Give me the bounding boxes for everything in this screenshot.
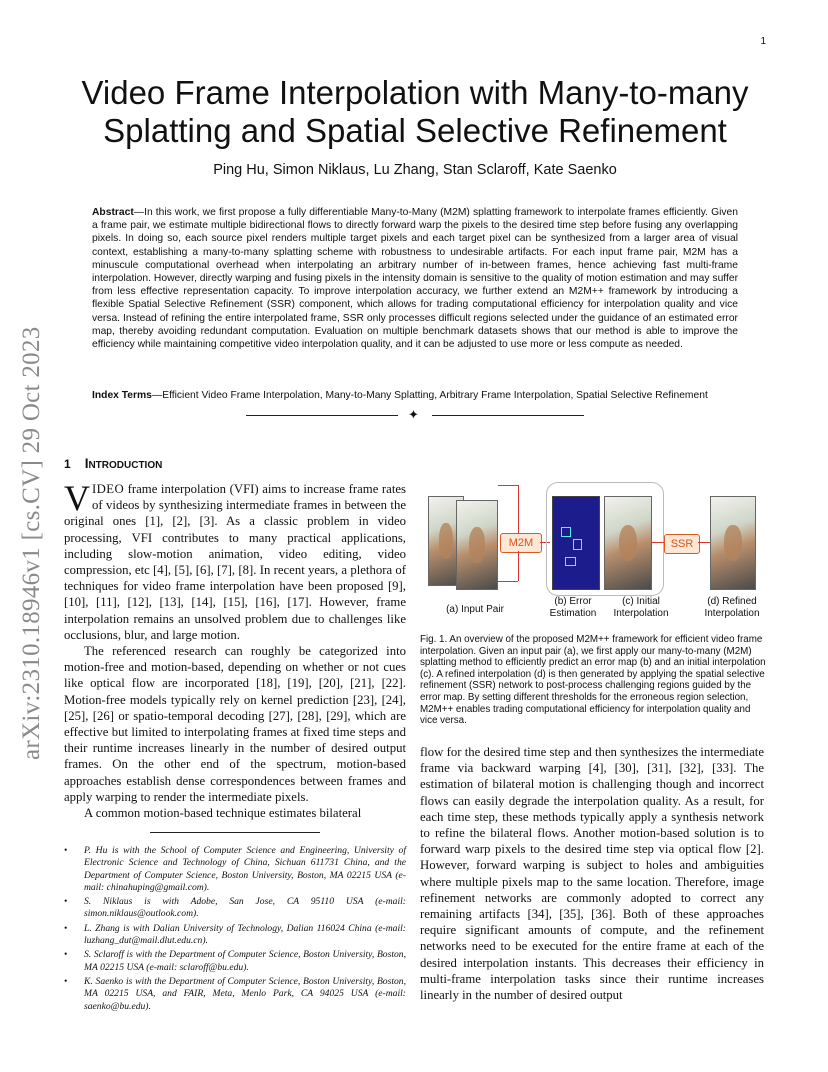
m2m-box: M2M (500, 533, 542, 553)
section-separator (246, 408, 584, 422)
arrow-from-ssr (698, 542, 710, 543)
input-frame-2-image (456, 500, 498, 590)
intro-paragraph-1 (64, 478, 406, 643)
separator-line-right (432, 415, 584, 416)
abstract (92, 206, 738, 351)
section-heading-introduction (64, 456, 162, 471)
footnote-item: • L. Zhang is with Dalian University of Technology, Dalian 116024 China (e-mail: luzhang_dut@mail.dlut.edu.cn). (64, 923, 406, 948)
arrow-to-ssr (652, 542, 664, 543)
label-initial-line-2: Interpolation (613, 608, 669, 619)
title-line-1: Video Frame Interpolation with Many-to-many (81, 74, 749, 111)
footnote-item: • S. Niklaus is with Adobe, San Jose, CA 95110 USA (e-mail: simon.niklaus@outlook.com). (64, 896, 406, 921)
footnote-rule (150, 832, 320, 833)
intro-p1-text: frame interpolation (VFI) aims to increase frame rates of videos by synthesizing intermediate frames in between the original ones [1], [2], [3]. As a classic problem in video processing, VFI contributes to many practical applications, including slow-motion animation, video editing, video compression, etc [4], [5], [6], [7], [8]. In recent years, a plethora of techniques for video frame interpolation have been proposed [9], [10], [11], [12], [13], [14], [15], [16], [17]. However, frame interpolation remains an unsolved problem due to challenges like occlusions, blur, and large motion. (64, 482, 406, 642)
intro-paragraph-3: A common motion-based technique estimates bilateral (84, 806, 362, 821)
label-error-estimation (536, 596, 610, 620)
right-column-paragraph: flow for the desired time step and then synthesizes the intermediate frame via backward warping [4], [30], [31], [32], [33]. The estimation of bilateral motion is challenging though and incorrect flows can easily degrade the interpolation quality. As a result, for each time step, these methods typically apply a synthesis network to refine the bilateral flows. Another motion-based solution is to forward warp pixels to the desired time step via optical flow [2]. However, forward warping is subject to holes and ambiguities where multiple pixels map to the same location. Therefore, image refinement networks are commonly adopted to correct any remaining artifacts [34], [35], [36]. Both of these approaches require significant amounts of compute, and the refinement networks need to be executed for the entire frame at each of the desired interpolation instants. This decreases their efficiency in multi-frame interpolation tasks since their runtime increases linearly in the number of desired output (420, 745, 764, 1003)
intro-column (64, 478, 406, 821)
figure-1-caption: Fig. 1. An overview of the proposed M2M++ framework for efficient video frame interpolation. Given an input pair (a), we first apply our many-to-many (M2M) splatting method to efficiently predict an error map (b) and an initial interpolation (c). A refined interpolation (d) is then generated by applying the spatial selective refinement (SSR) network to post-process challenging regions guided by the error map. By setting different thresholds for the erroneous region selection, M2M++ enables trading computational efficiency for interpolation quality and vice versa. (420, 634, 766, 727)
refined-interpolation-image (710, 496, 756, 590)
separator-diamond-icon: ✦ (408, 407, 419, 422)
error-map-image (552, 496, 600, 590)
arrow-top-left (498, 485, 518, 486)
arrow-bottom-left (498, 581, 518, 582)
paper-title (60, 74, 770, 150)
drop-cap: V (64, 478, 90, 518)
authors: Ping Hu, Simon Niklaus, Lu Zhang, Stan Sclaroff, Kate Saenko (213, 162, 617, 178)
arxiv-stamp[interactable]: arXiv:2310.18946v1 [cs.CV] 29 Oct 2023 (18, 326, 45, 760)
section-number: 1 (64, 457, 71, 471)
affiliation-footnotes (64, 845, 406, 1015)
ssr-box: SSR (664, 534, 700, 554)
index-terms-text: —Efficient Video Frame Interpolation, Many-to-Many Splatting, Arbitrary Frame Interpolation, Spatial Selective Refinement (151, 390, 708, 401)
footnote-item: • K. Saenko is with the Department of Computer Science, Boston University, Boston, MA 02215 USA, and FAIR, Meta, Menlo Park, CA 94025 USA (e-mail: saenko@bu.edu). (64, 976, 406, 1013)
arrow-top-down (518, 485, 519, 533)
label-input-pair: (a) Input Pair (446, 604, 504, 615)
label-initial-interpolation (604, 596, 678, 620)
title-line-2: Splatting and Spatial Selective Refinement (103, 112, 727, 149)
section-title-first: I (84, 456, 89, 471)
index-terms-label: Index Terms (92, 390, 152, 401)
index-terms (92, 389, 742, 402)
intro-smallcaps: IDEO (92, 482, 125, 496)
separator-line-left (246, 415, 398, 416)
intro-paragraph-2: The referenced research can roughly be categorized into motion-free and motion-based, depending on whether or not cues like optical flow are incorporated [18], [19], [20], [21], [22]. Motion-free models typically rely on kernel prediction [23], [24], [25], [26] or spatio-temporal decoding [27], [28], [29], which are effective but limited to interpolating frames at fixed time steps and their runtime increases linearly in the number of desired output frames. On the other end of the spectrum, motion-based approaches establish dense correspondences between frames and apply warping to render the intermediate pixels. (64, 644, 406, 804)
page-number: 1 (760, 36, 766, 47)
figure-1 (420, 478, 770, 630)
label-refined-line-2: Interpolation (704, 608, 760, 619)
label-error-line-2: Estimation (549, 608, 597, 619)
footnote-item: • P. Hu is with the School of Computer Science and Engineering, University of Electronic Science and Technology of China, Sichuan 611731 China, and the Department of Computer Science, Boston University, Boston, MA 02215 USA (e-mail: chinahuping@gmail.com). (64, 845, 406, 894)
footnote-item: • S. Sclaroff is with the Department of Computer Science, Boston University, Boston, MA 02215 USA (e-mail: sclaroff@bu.edu). (64, 949, 406, 974)
abstract-label: Abstract (92, 207, 134, 218)
abstract-text: —In this work, we first propose a fully differentiable Many-to-Many (M2M) splatting framework to interpolate frames efficiently. Given a frame pair, we estimate multiple bidirectional flows to directly forward warp the pixels to the desired time step before fusing any overlapping pixels. In doing so, each source pixel renders multiple target pixels and each target pixel can be synthesized from a larger area of visual context, establishing a many-to-many splatting scheme with robustness to undesirable artifacts. For each input frame pair, M2M has a minuscule computational overhead when interpolating an arbitrary number of in-between frames, hence achieving fast multi-frame interpolation. However, directly warping and fusing pixels in the intensity domain is sensitive to the quality of motion estimation and may suffer from less effective representation capacity. To improve interpolation accuracy, we further extend an M2M++ framework by introducing a flexible Spatial Selective Refinement (SSR) component, which allows for trading computational efficiency for interpolation quality and vice versa. Instead of refining the entire interpolated frame, SSR only processes difficult regions selected under the guidance of an estimated error map, thereby avoiding redundant computation. Evaluation on multiple benchmark datasets shows that our method is able to improve the efficiency while maintaining competitive video interpolation quality, and it can be adjusted to use more or less compute as needed. (92, 207, 738, 351)
label-error-line-1: (b) Error (554, 596, 592, 607)
label-refined-interpolation (694, 596, 770, 620)
label-initial-line-1: (c) Initial (622, 596, 660, 607)
initial-interpolation-image (604, 496, 652, 590)
right-column (420, 744, 764, 1003)
label-refined-line-1: (d) Refined (707, 596, 757, 607)
section-title-rest: NTRODUCTION (88, 460, 163, 471)
arrow-bottom-up (518, 551, 519, 581)
